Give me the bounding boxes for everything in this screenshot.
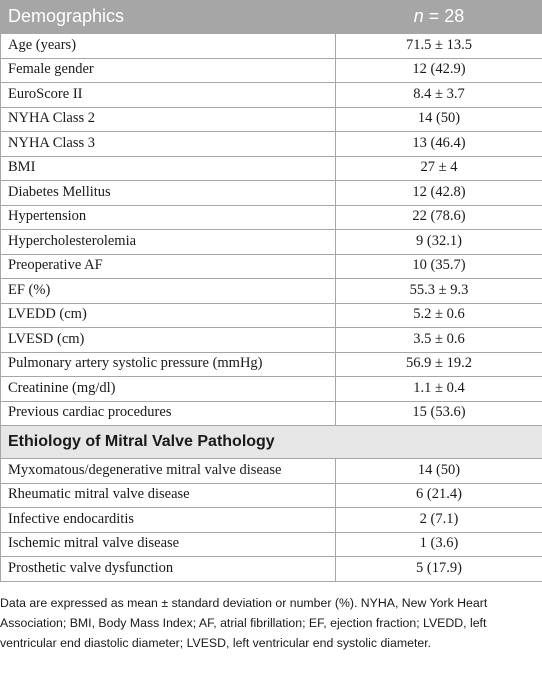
row-value: 3.5 ± 0.6 [336, 328, 542, 353]
row-value: 5.2 ± 0.6 [336, 303, 542, 328]
table-row [1, 483, 542, 508]
table-row [1, 83, 542, 108]
table-footnote: Data are expressed as mean ± standard deviation or number (%). NYHA, New York Heart Association; BMI, Body Mass Index; AF, atrial fibrillation; EF, ejection fraction; LVEDD, left ventricular end diastolic diameter; LVESD, left ventricular end systolic diameter. [0, 595, 488, 650]
row-label: Female gender [1, 58, 336, 83]
row-value: 12 (42.8) [336, 181, 542, 206]
table-row [1, 459, 542, 484]
row-label: Age (years) [1, 34, 336, 59]
demographics-body [1, 34, 542, 426]
row-value: 5 (17.9) [336, 557, 542, 582]
row-value: 14 (50) [336, 459, 542, 484]
header-row [1, 1, 542, 34]
n-value: = 28 [423, 6, 465, 27]
table-row [1, 205, 542, 230]
row-value: 27 ± 4 [336, 156, 542, 181]
row-value: 12 (42.9) [336, 58, 542, 83]
table-row [1, 401, 542, 426]
table-row [1, 328, 542, 353]
header-n [336, 1, 542, 34]
row-label: Diabetes Mellitus [1, 181, 336, 206]
row-value: 1.1 ± 0.4 [336, 377, 542, 402]
row-label: Rheumatic mitral valve disease [1, 483, 336, 508]
table-row [1, 230, 542, 255]
row-label: Preoperative AF [1, 254, 336, 279]
table-row [1, 377, 542, 402]
header-label: Demographics [1, 1, 336, 34]
table-row [1, 303, 542, 328]
row-label: NYHA Class 3 [1, 132, 336, 157]
table-row [1, 352, 542, 377]
row-value: 14 (50) [336, 107, 542, 132]
row-label: Hypertension [1, 205, 336, 230]
row-value: 1 (3.6) [336, 532, 542, 557]
etiology-section-body [1, 426, 542, 459]
row-label: Prosthetic valve dysfunction [1, 557, 336, 582]
row-label: BMI [1, 156, 336, 181]
table-row [1, 557, 542, 582]
row-label: EuroScore II [1, 83, 336, 108]
table-row [1, 181, 542, 206]
row-label: LVESD (cm) [1, 328, 336, 353]
table-row [1, 34, 542, 59]
row-label: LVEDD (cm) [1, 303, 336, 328]
section-header-row [1, 426, 542, 459]
row-value: 8.4 ± 3.7 [336, 83, 542, 108]
row-label: NYHA Class 2 [1, 107, 336, 132]
section-title: Ethiology of Mitral Valve Pathology [1, 426, 542, 459]
row-value: 9 (32.1) [336, 230, 542, 255]
row-label: Previous cardiac procedures [1, 401, 336, 426]
row-label: Pulmonary artery systolic pressure (mmHg) [1, 352, 336, 377]
row-label: Ischemic mitral valve disease [1, 532, 336, 557]
row-label: Creatinine (mg/dl) [1, 377, 336, 402]
row-value: 2 (7.1) [336, 508, 542, 533]
row-label: Hypercholesterolemia [1, 230, 336, 255]
etiology-body [1, 459, 542, 582]
row-value: 22 (78.6) [336, 205, 542, 230]
row-label: Infective endocarditis [1, 508, 336, 533]
row-value: 56.9 ± 19.2 [336, 352, 542, 377]
n-symbol: n [413, 6, 424, 27]
table-row [1, 107, 542, 132]
row-label: Myxomatous/degenerative mitral valve disease [1, 459, 336, 484]
table-row [1, 58, 542, 83]
table-row [1, 508, 542, 533]
row-value: 55.3 ± 9.3 [336, 279, 542, 304]
table-row [1, 156, 542, 181]
row-value: 15 (53.6) [336, 401, 542, 426]
table-row [1, 254, 542, 279]
row-value: 13 (46.4) [336, 132, 542, 157]
table-row [1, 532, 542, 557]
row-label: EF (%) [1, 279, 336, 304]
row-value: 6 (21.4) [336, 483, 542, 508]
table-row [1, 279, 542, 304]
table-row [1, 132, 542, 157]
row-value: 71.5 ± 13.5 [336, 34, 542, 59]
row-value: 10 (35.7) [336, 254, 542, 279]
